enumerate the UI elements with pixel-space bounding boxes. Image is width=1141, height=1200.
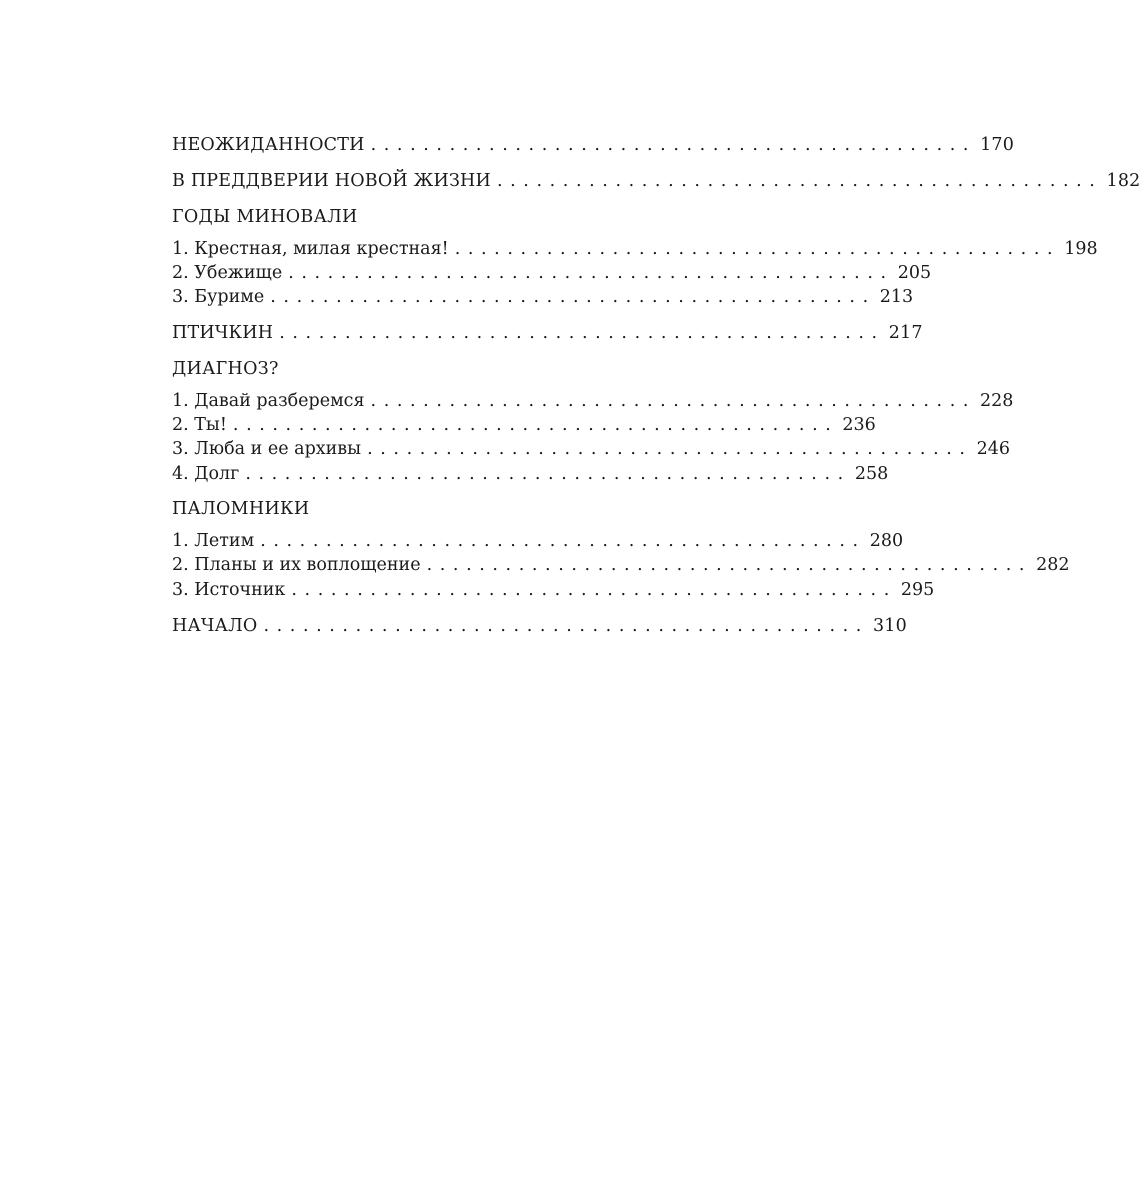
toc-entry xyxy=(172,169,1141,193)
dot-leader: .............................................. xyxy=(270,287,876,308)
toc-subentry xyxy=(172,389,1014,413)
dot-leader: .............................................. xyxy=(279,323,885,344)
table-of-contents xyxy=(172,133,1141,638)
toc-entry xyxy=(172,614,907,638)
toc-subentry-title: 3. Буриме xyxy=(172,287,265,308)
toc-subentry-page: 295 xyxy=(900,579,935,600)
dot-leader: .............................................. xyxy=(245,463,851,484)
toc-entry xyxy=(172,133,1015,157)
toc-entry-title: НАЧАЛО xyxy=(172,615,258,636)
toc-subentry xyxy=(172,237,1098,261)
toc-entry-page: 182 xyxy=(1106,171,1141,192)
toc-entry-page: 217 xyxy=(888,323,923,344)
dot-leader: .............................................. xyxy=(232,415,839,436)
dot-leader: .............................................. xyxy=(367,439,973,460)
toc-entry-page: 170 xyxy=(980,135,1015,155)
toc-subentry-page: 198 xyxy=(1064,238,1098,259)
dot-leader: .............................................. xyxy=(370,390,977,411)
dot-leader: .............................................. xyxy=(454,238,1061,259)
toc-entry-title: НЕОЖИДАННОСТИ xyxy=(172,135,365,155)
toc-subentry xyxy=(172,261,932,285)
dot-leader: .............................................. xyxy=(260,530,866,551)
toc-subentry-title: 1. Давай разберемся xyxy=(172,390,365,411)
toc-entry xyxy=(172,321,923,345)
toc-entry-title: ПТИЧКИН xyxy=(172,323,274,344)
dot-leader: .............................................. xyxy=(263,615,869,636)
dot-leader: .............................................. xyxy=(370,135,977,155)
toc-subentry xyxy=(172,578,935,602)
toc-subentry-page: 213 xyxy=(879,287,914,308)
toc-subentry-title: 2. Ты! xyxy=(172,415,227,436)
dot-leader: .............................................. xyxy=(288,262,894,283)
toc-subentry-title: 3. Источник xyxy=(172,579,286,600)
toc-entry-title: В ПРЕДДВЕРИИ НОВОЙ ЖИЗНИ xyxy=(172,171,491,192)
toc-subentry-title: 2. Планы и их воплощение xyxy=(172,555,421,576)
toc-subentry-page: 236 xyxy=(842,415,876,436)
toc-subentry xyxy=(172,529,904,553)
toc-subentry-page: 280 xyxy=(869,530,904,551)
toc-subentry-page: 205 xyxy=(897,262,932,283)
toc-subentry xyxy=(172,413,876,437)
toc-subentry xyxy=(172,437,1010,461)
toc-subentry-page: 246 xyxy=(976,439,1010,460)
toc-subentry-title: 2. Убежище xyxy=(172,262,283,283)
toc-subentry-page: 228 xyxy=(980,390,1014,411)
dot-leader: .............................................. xyxy=(426,555,1033,576)
toc-subentry-page: 258 xyxy=(854,463,889,484)
section-heading: ГОДЫ МИНОВАЛИ xyxy=(172,207,358,228)
toc-entry-page: 310 xyxy=(872,615,907,636)
dot-leader: .............................................. xyxy=(291,579,897,600)
dot-leader: .............................................. xyxy=(496,171,1103,192)
toc-subentry-title: 1. Крестная, милая крестная! xyxy=(172,238,449,259)
toc-subentry-title: 3. Люба и ее архивы xyxy=(172,439,362,460)
toc-subentry xyxy=(172,553,1070,577)
section-heading: ПАЛОМНИКИ xyxy=(172,499,310,520)
toc-subentry-title: 1. Летим xyxy=(172,530,255,551)
toc-subentry xyxy=(172,285,914,309)
toc-subentry-page: 282 xyxy=(1036,555,1070,576)
toc-subentry-title: 4. Долг xyxy=(172,463,240,484)
toc-subentry xyxy=(172,462,889,486)
section-heading: ДИАГНОЗ? xyxy=(172,359,279,380)
